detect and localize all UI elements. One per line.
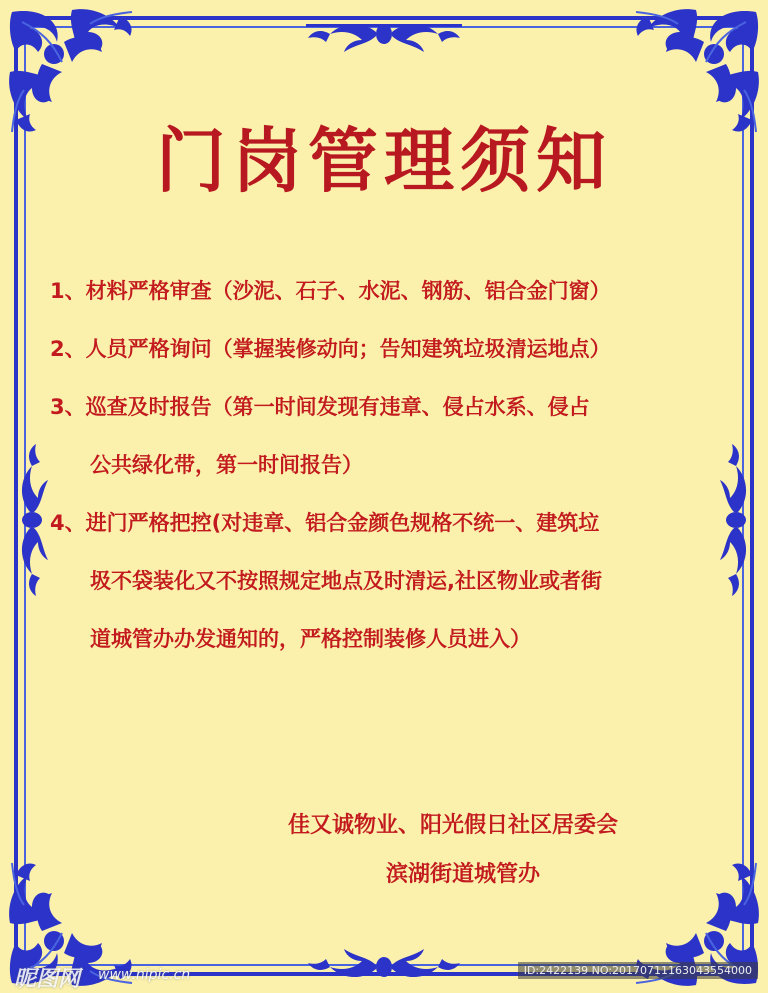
- page-title: 门岗管理须知: [156, 120, 612, 202]
- rule-item-3-continued: 公共绿化带，第一时间报告）: [90, 453, 363, 477]
- edge-ornament-icon: [306, 14, 462, 54]
- edge-ornament-icon: [10, 430, 50, 610]
- rule-item-4-continued: 圾不袋装化又不按照规定地点及时清运,社区物业或者街: [90, 569, 602, 593]
- rule-item-4-continued: 道城管办办发通知的，严格控制装修人员进入）: [90, 627, 531, 651]
- rules-list: [50, 262, 730, 668]
- watermark-url: www.nipic.cn: [98, 967, 191, 983]
- rule-item-4: 4、进门严格把控(对违章、铝合金颜色规格不统一、建筑垃: [50, 511, 600, 535]
- rule-item-3: 3、巡查及时报告（第一时间发现有违章、侵占水系、侵占: [50, 395, 590, 419]
- edge-ornament-icon: [306, 947, 462, 987]
- signature-organizations: 佳又诚物业、阳光假日社区居委会: [288, 813, 619, 838]
- rule-item-1: 1、材料严格审查（沙泥、石子、水泥、钢筋、铝合金门窗）: [50, 279, 611, 303]
- watermark-logo: 昵图网: [14, 967, 81, 992]
- rule-item-2: 2、人员严格询问（掌握装修动向；告知建筑垃圾清运地点）: [50, 337, 611, 361]
- watermark-id-badge: ID:2422139 NO:20170711163043554000: [518, 962, 758, 979]
- signature-office: 滨湖街道城管办: [386, 862, 541, 887]
